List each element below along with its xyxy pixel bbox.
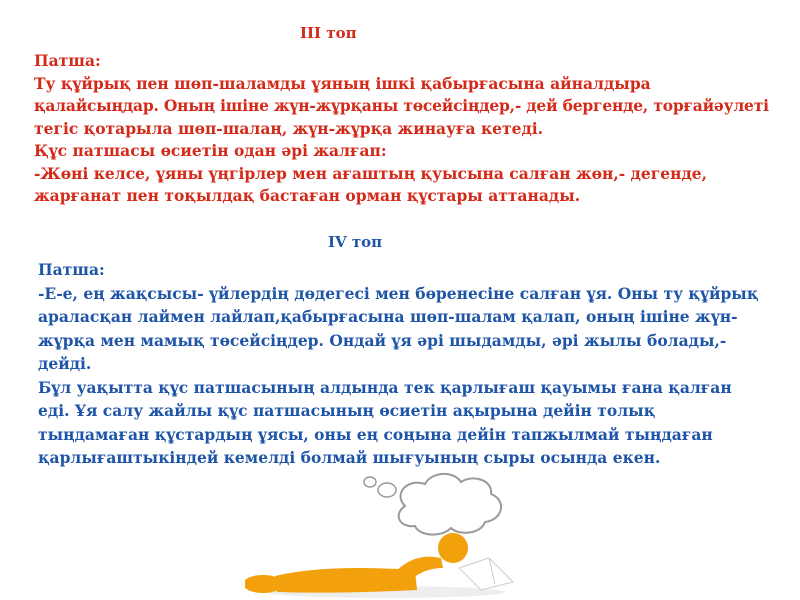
group3-line: -Жөні келсе, ұяны үңгірлер мен ағаштың қуысына салған жөн,- дегенде,	[34, 163, 708, 183]
group4-line: араласқан лаймен лайлап,қабырғасына шөп-шалам қалап, оның ішіне жүн-	[38, 307, 738, 326]
group3-line: Ту құйрық пен шөп-шаламды ұяның ішкі қабырғасына айналдыра	[34, 73, 651, 93]
group4-line: тыңдамаған құстардың ұясы, оны ең соңына дейін тапжылмай тыңдаған	[38, 424, 713, 444]
group3-line: қалайсыңдар. Оның ішіне жүн-жұрқаны төсейсіңдер,- дей бергенде, торғайәулеті	[34, 96, 769, 115]
group3-line: тегіс қотарыла шөп-шалаң, жүн-жұрқа жинауға кетеді.	[34, 118, 544, 138]
reading-person-illustration	[245, 472, 525, 600]
group3-line: Құс патшасы өсиетін одан әрі жалғап:	[34, 141, 387, 160]
person-reading-icon	[245, 533, 513, 593]
group4-line: -Е-е, ең жақсысы- үйлердің дөдегесі мен бөренесіне салған ұя. Оны ту құйрық	[38, 283, 759, 303]
group4-line: жұрқа мен мамық төсейсіңдер. Ондай ұя әрі шыдамды, әрі жылы болады,-	[38, 330, 727, 350]
group4-line: Патша:	[38, 260, 105, 279]
group3-text	[34, 50, 794, 208]
group4-text	[38, 258, 788, 470]
thought-bubble-icon	[364, 474, 501, 535]
group4-line: дейді.	[38, 354, 92, 373]
group3-line: жарғанат пен тоқылдақ бастаған орман құстары аттанады.	[34, 186, 581, 205]
group3-line: Патша:	[34, 51, 101, 70]
group4-line: еді. Ұя салу жайлы құс патшасының өсиетін ақырына дейін толық	[38, 401, 656, 420]
group4-line: Бұл уақытта құс патшасының алдында тек қарлығаш қауымы ғана қалған	[38, 377, 732, 397]
group3-title: ІІІ топ	[300, 24, 357, 42]
group4-title: ІV топ	[328, 233, 383, 251]
group4-line: қарлығаштыкіндей кемелді болмай шығуының сыры осында екен.	[38, 448, 661, 467]
